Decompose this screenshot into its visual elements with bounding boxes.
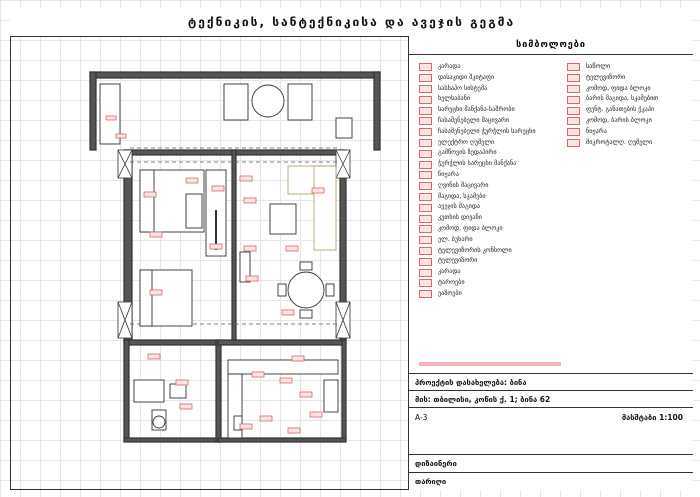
sheet-number: A-3 (415, 413, 428, 422)
legend-label: ნიჟარა (586, 127, 607, 135)
legend-label: ავეჯის მაგიდა (438, 203, 481, 211)
legend-label: ღვინის მაცივარი (438, 181, 489, 189)
legend-swatch (567, 107, 580, 115)
legend-swatch (419, 107, 432, 115)
legend-swatch (419, 85, 432, 93)
legend-item (419, 235, 536, 246)
legend-label: გამწოვის ზედაპირი (438, 149, 497, 157)
legend-right-column (567, 62, 658, 148)
legend-item (419, 256, 536, 267)
legend-label: სასხაპო სისტემა (438, 84, 488, 92)
legend-label: ნიჟარა (438, 170, 459, 178)
legend-item (567, 116, 658, 127)
legend-label: კომოდ, ფიდა ბლოკი (438, 224, 503, 232)
legend-item (419, 148, 536, 159)
legend-label: სარეცხი მანქანა-საშრობი (438, 106, 515, 114)
legend-swatch (419, 182, 432, 190)
legend-swatch (567, 139, 580, 147)
legend-swatch (567, 96, 580, 104)
legend-item (419, 289, 536, 300)
legend-swatch (419, 215, 432, 223)
project-label: პროექტის დასახელება: ბინა (415, 377, 527, 387)
legend-item (567, 138, 658, 149)
legend-swatch (419, 139, 432, 147)
legend-label: ფენტ. განათების ჭკაპი (586, 106, 655, 114)
legend-item (567, 105, 658, 116)
legend-swatch (419, 279, 432, 287)
legend-item (419, 246, 536, 257)
legend-swatch (419, 74, 432, 82)
legend-swatch (419, 225, 432, 233)
legend-item (419, 170, 536, 181)
legend-label: ელექტრო ღუმელი (438, 138, 495, 146)
legend-item (419, 73, 536, 84)
legend-item (419, 267, 536, 278)
legend-label: მიკროტალღ. ღუმელი (586, 138, 653, 146)
legend-title: სიმბოლოები (409, 36, 693, 55)
legend-swatch (419, 269, 432, 277)
legend-label: კომოდ, ბარის ბლოკი (586, 116, 652, 124)
address-row (409, 390, 693, 407)
legend-label: დასაკიდი შკიტაფი (438, 73, 495, 81)
legend-swatch (419, 204, 432, 212)
legend-item (419, 224, 536, 235)
legend-item (419, 62, 536, 73)
legend-label: ტელევიზორი (586, 73, 626, 81)
scale-label: მასშტაბი 1:100 (621, 413, 683, 422)
date-label: თარიღი (415, 477, 447, 486)
legend-item (419, 84, 536, 95)
project-name-row (409, 373, 693, 390)
legend-label: ჭურჭლის სარეცხი მანქანა (438, 160, 517, 168)
legend-swatch (419, 96, 432, 104)
legend-item (567, 94, 658, 105)
legend-label: საწოლი (586, 63, 611, 70)
legend-swatch (567, 128, 580, 136)
legend-item (419, 94, 536, 105)
legend-label: ტელევიზორის კონსოლი (438, 246, 512, 254)
legend-swatch (419, 193, 432, 201)
legend-item (419, 213, 536, 224)
legend-item (419, 202, 536, 213)
drawing-title: ტექნიკის, სანტექნიკისა და ავეჯის გეგმა (10, 8, 693, 37)
balcony-furniture (100, 84, 352, 144)
legend-label: კარადა (438, 63, 461, 70)
legend-swatch (419, 63, 432, 71)
sheet-row (409, 407, 693, 427)
legend-label: ბარის მაგიდა, სკამებით (586, 95, 659, 103)
legend-swatch (419, 236, 432, 244)
legend-left-column (419, 62, 536, 300)
legend-divider-bar (419, 362, 561, 366)
legend-swatch (567, 63, 580, 71)
legend-swatch (419, 161, 432, 169)
legend-label: კუთხის დივანი (438, 214, 482, 222)
legend-item (419, 105, 536, 116)
legend-label: მაგიდა, სკამები (438, 192, 486, 200)
legend-label: კარადა (438, 268, 461, 276)
legend-swatch (567, 117, 580, 125)
legend-label: ვაზოები (438, 289, 462, 297)
legend-swatch (419, 117, 432, 125)
legend-swatch (419, 150, 432, 158)
legend-label: ჩასაშენებელი ჭურჭლის სარეცხი (438, 127, 536, 135)
legend-label: ელ. ბუხარი (438, 235, 473, 243)
legend-item (419, 159, 536, 170)
bathroom-kitchen-fixtures (134, 360, 338, 438)
legend-swatch (419, 247, 432, 255)
designer-row (409, 454, 693, 472)
legend-label: ჩასაშენებელი მაცივარი (438, 116, 510, 124)
legend-item (567, 73, 658, 84)
legend-item (567, 62, 658, 73)
legend-swatch (567, 85, 580, 93)
designer-label: დიზაინერი (415, 459, 457, 468)
legend-swatch (419, 171, 432, 179)
legend-item (419, 192, 536, 203)
legend-item (419, 116, 536, 127)
legend-item (419, 278, 536, 289)
legend-item (419, 181, 536, 192)
legend-label: ტელევიზორი (438, 257, 478, 265)
legend-swatch (419, 290, 432, 298)
date-row (409, 472, 693, 490)
legend-item (419, 138, 536, 149)
legend-item (567, 84, 658, 95)
address-label: მის: თბილისი, კოწის ქ. 1; ბინა 62 (415, 394, 551, 404)
legend-label: ტაროები (438, 278, 465, 286)
legend-swatch (567, 74, 580, 82)
legend-item (419, 127, 536, 138)
legend-label: ხელსაბანი (438, 95, 471, 103)
legend-swatch (419, 258, 432, 266)
legend-item (567, 127, 658, 138)
legend-swatch (419, 128, 432, 136)
legend-label: კომოდ, ფიდა ბლოკი (586, 84, 651, 92)
legend-panel (408, 36, 693, 490)
